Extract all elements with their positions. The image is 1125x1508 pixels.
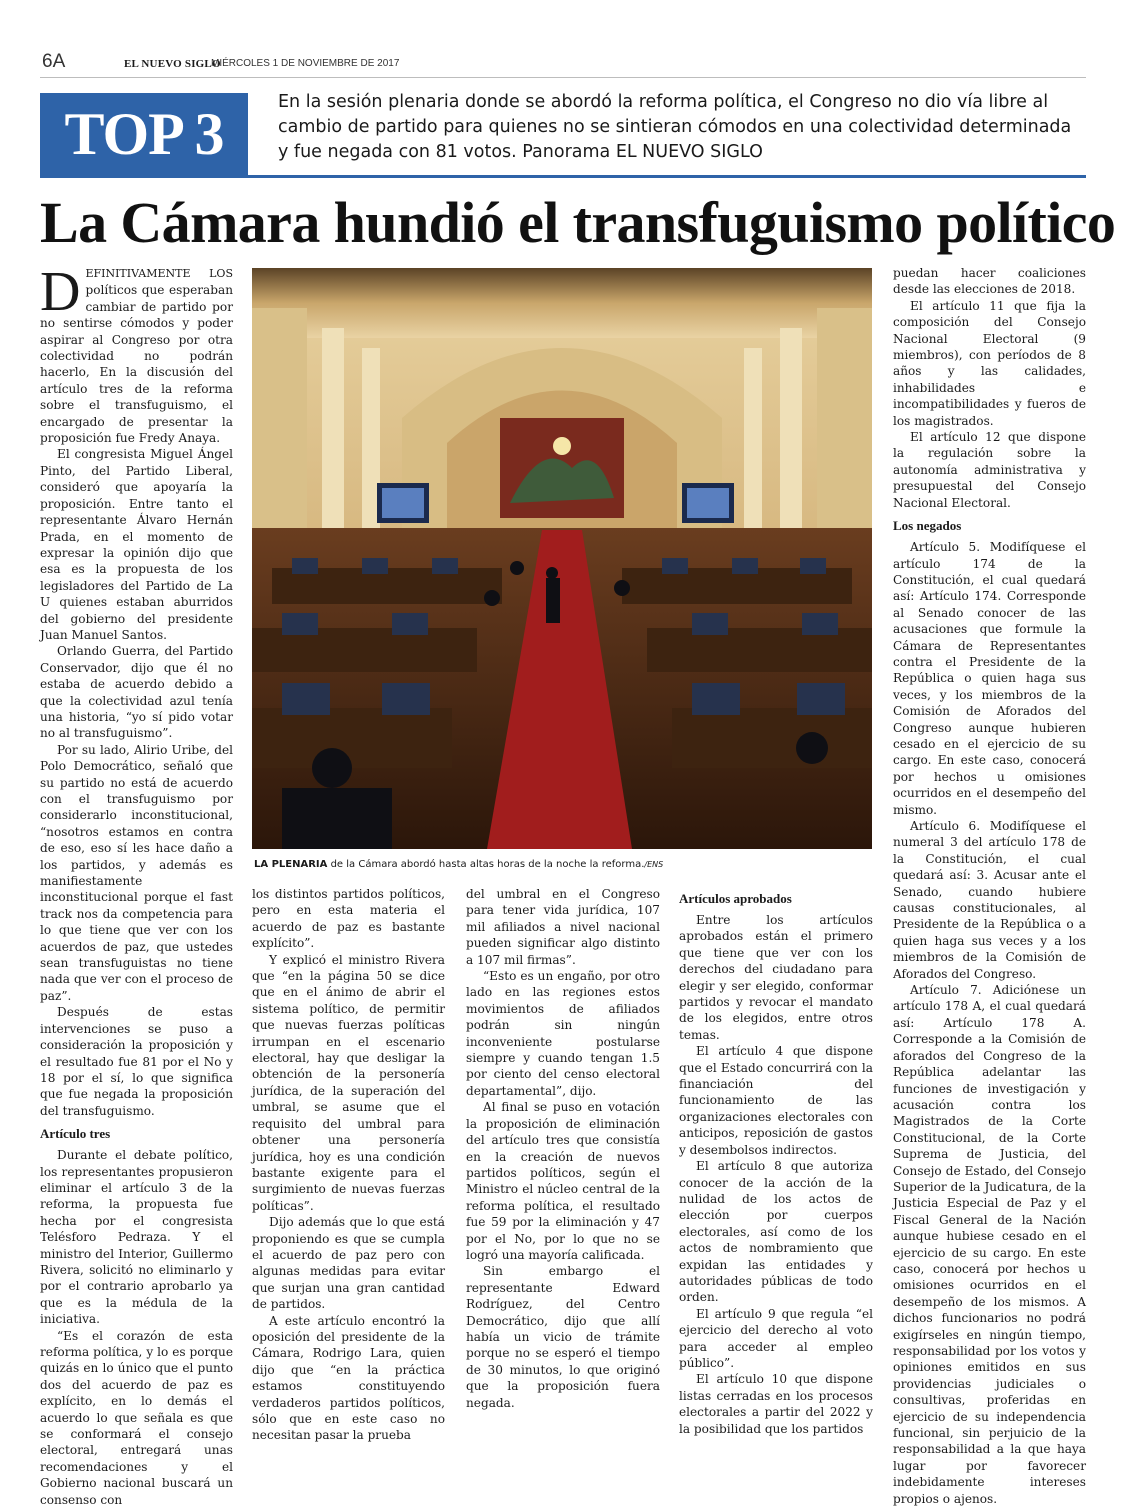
paragraph: Y explicó el ministro Rivera que “en la página 50 se dice que en el ánimo de abrir el sistema político, de permitir que nuevas fuerzas políticas irrumpan en el escenario electoral, hay que desligar la obtención de la personería jurídica, de la superación del umbral, se asume que el requisito del umbral para obtener una personería jurídica, hoy es una condición bastante exigente para el surgimiento de nuevas fuerzas políticas”. bbox=[252, 952, 445, 1213]
folio-line bbox=[40, 50, 1086, 78]
paragraph: El artículo 10 que dispone listas cerradas en los procesos electorales a partir del 2022 y la posibilidad que los partidos bbox=[679, 1372, 873, 1436]
paragraph: El artículo 8 que autoriza conocer de la acción de la nulidad de los actos de elección por cuerpos electorales, así como de los actos de nombramiento que expidan las entidades y autoridades públicas de todo orden. bbox=[679, 1159, 873, 1305]
paragraph: Artículo 6. Modifíquese el numeral 3 del artículo 178 de la Constitución, el cual quedará así: 3. Acusar ante el Senado, cuando hubiere causas constitucionales, al Presidente de la República o a quien haga sus veces y a los miembros de la Comisión de Aforados del Congreso. bbox=[893, 819, 1086, 981]
photo-caption bbox=[254, 859, 872, 871]
paragraph: Sin embargo el representante Edward Rodríguez, del Centro Democrático, dijo que allí había un vicio de trámite porque no se esperó el tiempo de 30 minutos, lo que originó que la proposición fuera negada. bbox=[466, 1264, 660, 1410]
subhead-articulo-tres: Artículo tres bbox=[40, 1126, 111, 1142]
paragraph: El artículo 4 que dispone que el Estado concurrirá con la financiación del funcionamiento de las organizaciones electorales con anticipos, reposición de gastos y desembolsos indirectos. bbox=[679, 1044, 873, 1157]
page-number: 6A bbox=[42, 51, 66, 72]
paragraph: Orlando Guerra, del Partido Conservador, dijo que él no estaba de acuerdo debido a que la colectividad azul tenía una historia, “yo sí pido votar no al transfuguismo”. bbox=[40, 644, 233, 741]
caption-credit: /ENS bbox=[644, 860, 664, 869]
lead-caps: EFINITIVAMENTE LOS bbox=[85, 267, 233, 280]
paragraph: Entre los artículos aprobados están el primero que tiene que ver con los derechos del ciudadano para elegir y ser elegido, conformar partidos y revocar el mandato de los elegidos, entre otros temas. bbox=[679, 913, 873, 1042]
paragraph: El congresista Miguel Ángel Pinto, del Partido Liberal, consideró que apoyaría la proposición. Entre tanto el representante Álvaro Hernán Prada, en el momento de expresar la opinión dijo que esa es la propuesta de los legisladores del Partido de La U quienes estaban aburridos del gobierno del presidente Juan Manuel Santos. bbox=[40, 447, 233, 642]
article-column-4 bbox=[679, 884, 873, 1437]
summary-deck: En la sesión plenaria donde se abordó la reforma política, el Congreso no dio vía libre al cambio de partido para quienes no se sintieran cómodos en una colectividad determinada y fue negada con 81 votos. Panorama EL NUEVO SIGLO bbox=[278, 92, 1072, 162]
paragraph: El artículo 11 que fija la composición del Consejo Nacional Electoral (9 miembros), con períodos de 8 años y las calidades, inhabilidades e incompatibilidades y fueros de los magistrados. bbox=[893, 298, 1086, 428]
section-tag: TOP 3 bbox=[40, 93, 248, 176]
paragraph: Dijo además que lo que está proponiendo es que se cumpla el acuerdo de paz pero con algunas medidas para evitar que surjan una gran cantidad de partidos. bbox=[252, 1215, 445, 1312]
paragraph: “Es el corazón de esta reforma política, y lo es porque quizás en lo único que el punto dos del acuerdo de paz es explícito, en lo demás el acuerdo lo que señala es que se conformará el consejo electoral, entregará unas recomendaciones y el Gobierno nacional buscará un consenso con bbox=[40, 1328, 233, 1507]
paragraph: Artículo 5. Modifíquese el artículo 174 de la Constitución, el cual quedará así: Artículo 174. Corresponde al Senado conocer de las acusaciones que formule la Cámara de Representantes contra el Presidente de la República o quien haga sus veces, y los miembros de la Comisión de Aforados del Congreso aunque hubieren cesado en el ejercicio de su cargo. En este caso, conocerá por hechos u omisiones ocurridos en el desempeño del mismo. bbox=[893, 540, 1086, 817]
paragraph: Artículo 7. Adiciónese un artículo 178 A, el cual quedará así: Artículo 178 A. Corresponde a la Comisión de aforados del Congreso de la República adelantar las funciones de investigación y acusación contra los Magistrados de la Corte Constitucional, de la Corte Suprema de Justicia, del Consejo de Estado, del Consejo Superior de la Judicatura, de la Justicia Especial de Paz y el Fiscal General de la Nación aunque hubiese cesado en el ejercicio de su cargo. En este caso, conocerá por hechos u omisiones ocurridos en el desempeño de los mismos. A dichos funcionarios no podrá exigírseles en ningún tiempo, responsabilidad por los votos y opiniones emitidos en sus providencias judiciales o consultivas, proferidas en ejercicio de su independencia funcional, sin perjuicio de la responsabilidad a la que haya lugar por favorecer indebidamente intereses propios o ajenos. bbox=[893, 983, 1086, 1506]
paper-name: EL NUEVO SIGLO bbox=[124, 58, 221, 70]
paragraph: Al final se puso en votación la proposición de eliminación del artículo tres que consistía en la creación de nuevos partidos políticos, según el Ministro el núcleo central de la reforma política, el resultado fue 59 por la eliminación y 47 por el No, por lo que no se logró una mayoría calificada. bbox=[466, 1100, 660, 1262]
drop-cap: D bbox=[40, 261, 81, 323]
paragraph: Por su lado, Alirio Uribe, del Polo Democrático, señaló que su partido no está de acuerdo con el transfuguismo por considerarlo inconstitucional, “nosotros estamos en contra de eso, eso sí les hace daño a los partidos, y además es manifiestamente inconstitucional porque el fast track nos da competencia para lo que tiene que ver con los acuerdos de paz, que ustedes sean transfuguistas no tiene nada que ver con el proceso de paz”. bbox=[40, 742, 233, 1003]
caption-text: de la Cámara abordó hasta altas horas de la noche la reforma. bbox=[327, 859, 645, 870]
headline: La Cámara hundió el transfuguismo político bbox=[40, 190, 1116, 255]
article-column-2 bbox=[252, 886, 445, 1444]
paragraph: A este artículo encontró la oposición del presidente de la Cámara, Rodrigo Lara, quien dijo que “en la práctica estamos constituyendo verdaderos partidos políticos, sólo que en este caso no necesitan pasar la prueba bbox=[252, 1313, 445, 1443]
paragraph: Durante el debate político, los representantes propusieron eliminar el artículo 3 de la reforma, la propuesta fue hecha por el congresista Telésforo Pedraza. Y el ministro del Interior, Guillermo Rivera, solicitó no eliminarlo y por el contrario aprobarlo ya que es la médula de la iniciativa. bbox=[40, 1148, 233, 1327]
paragraph: puedan hacer coaliciones desde las elecciones de 2018. bbox=[893, 266, 1086, 297]
lead-paragraph bbox=[40, 261, 233, 446]
article-column-3 bbox=[466, 886, 660, 1411]
subhead-articulos-aprobados: Artículos aprobados bbox=[679, 891, 792, 906]
subhead-los-negados: Los negados bbox=[893, 518, 962, 534]
lead-text: políticos que esperaban cambiar de partido por no sentirse cómodos y poder aspirar al Congreso por otra colectividad no podrán hacerlo, En la discusión del artículo tres de la reforma sobre el transfuguismo, el encargado de presentar la proposición fue Fredy Anaya. bbox=[40, 283, 233, 446]
paragraph: los distintos partidos políticos, pero en esta materia el acuerdo de paz es bastante explícito”. bbox=[252, 887, 445, 951]
plenary-photo bbox=[252, 268, 872, 849]
caption-lead: LA PLENARIA bbox=[254, 859, 328, 870]
paragraph: “Esto es un engaño, por otro lado en las regiones estos movimientos de afiliados podrán sin ningún inconveniente postularse siempre y cuando tengan 1.5 por ciento del censo electoral departamental”, dijo. bbox=[466, 969, 660, 1098]
paragraph: El artículo 12 que dispone la regulación sobre la autonomía administrativa y presupuestal del Consejo Nacional Electoral. bbox=[893, 430, 1086, 510]
paragraph: Después de estas intervenciones se puso a consideración la proposición y el resultado fue 81 por el No y 18 por el sí, lo que significa que fue negada la proposición del transfuguismo. bbox=[40, 1005, 233, 1118]
paragraph: El artículo 9 que regula “el ejercicio del derecho al voto para acceder al empleo público”. bbox=[679, 1306, 873, 1370]
section-rule bbox=[40, 175, 1086, 178]
article-column-1 bbox=[40, 261, 233, 1508]
issue-date: MIÉRCOLES 1 DE NOVIEMBRE DE 2017 bbox=[211, 58, 400, 69]
article-column-5 bbox=[893, 265, 1086, 1507]
paragraph: del umbral en el Congreso para tener vida jurídica, 107 mil afiliados a nivel nacional pueden significar algo distinto a 107 mil firmas”. bbox=[466, 887, 660, 967]
